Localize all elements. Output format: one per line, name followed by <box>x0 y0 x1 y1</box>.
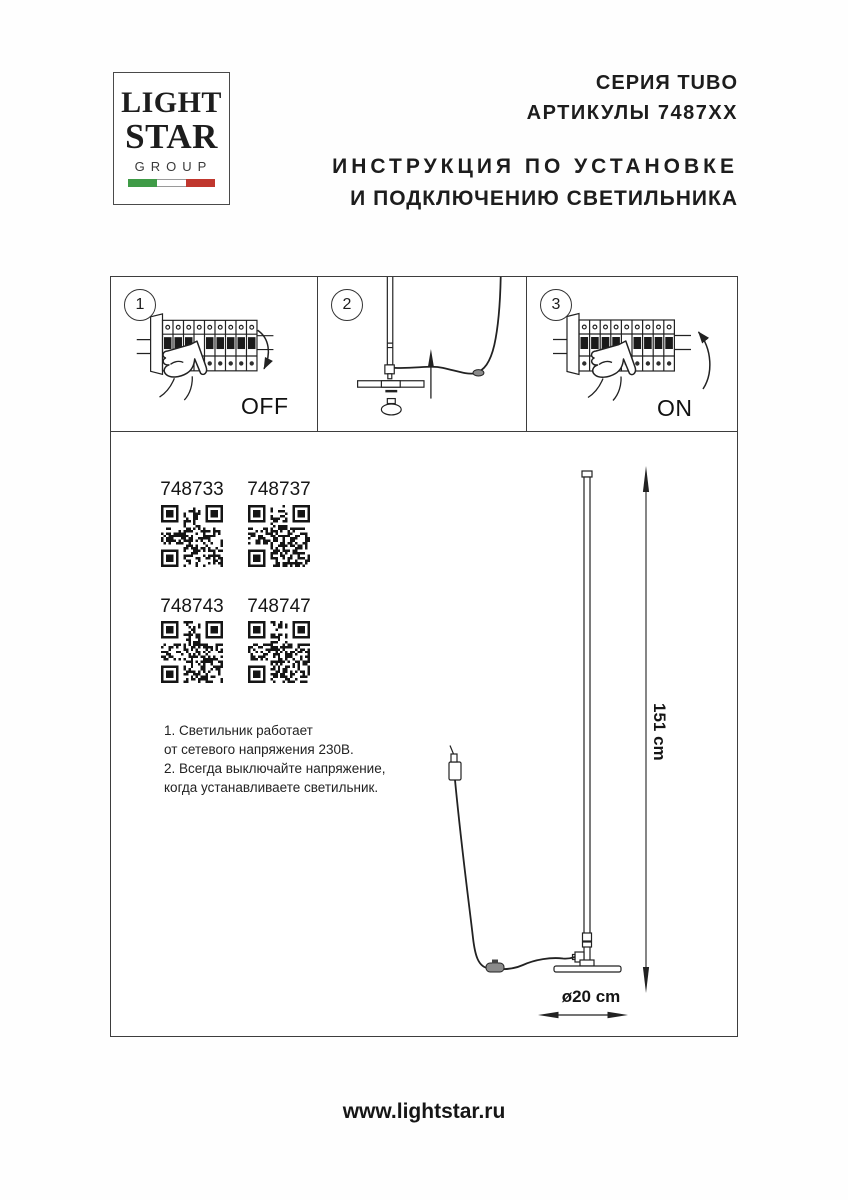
website-url: www.lightstar.ru <box>342 1100 506 1123</box>
main-area <box>111 433 737 1037</box>
note-line: от сетевого напряжения 230В. <box>164 741 354 757</box>
power-cord <box>455 780 575 969</box>
italian-flag-icon <box>128 179 216 187</box>
article-code: 748747 <box>247 595 311 617</box>
floor-lamp-drawing <box>111 433 739 1037</box>
step-3-cell <box>527 277 737 431</box>
step-3-number-badge: 3 <box>540 289 572 321</box>
series-title: СЕРИЯ TUBO <box>595 72 738 94</box>
diameter-dimension-arrow <box>538 1011 628 1018</box>
cord-connector <box>385 365 394 374</box>
nut-top <box>387 399 395 404</box>
logo-text-light: LIGHT <box>121 86 222 119</box>
lightstar-logo <box>113 72 230 205</box>
note-line: 1. Светильник работает <box>164 722 313 738</box>
title-block <box>332 71 738 212</box>
step-1-cell <box>111 277 318 431</box>
flag-red-stripe <box>186 179 215 187</box>
lamp-pole <box>584 477 590 966</box>
step-2-cell <box>318 277 527 431</box>
flag-white-stripe <box>157 179 186 187</box>
up-arrow-icon <box>428 349 434 399</box>
logo-text-star: STAR <box>125 117 218 156</box>
instruction-panel <box>110 276 738 1037</box>
steps-row <box>111 277 737 432</box>
nut-icon <box>381 404 401 415</box>
curved-arrow-up-icon <box>699 332 710 389</box>
step-1-off-label: OFF <box>241 393 289 419</box>
note-line: когда устанавливаете светильник. <box>164 779 379 795</box>
lamp-base <box>554 966 621 972</box>
lamp-cap <box>582 471 592 477</box>
height-dimension-label: 151 cm <box>650 702 669 761</box>
step-2-number-badge: 2 <box>331 289 363 321</box>
logo-text-group: GROUP <box>134 159 213 174</box>
inline-switch-icon <box>473 370 484 376</box>
article-code: 748733 <box>160 478 224 500</box>
step-1-number-badge: 1 <box>124 289 156 321</box>
note-line: 2. Всегда выключайте напряжение, <box>164 760 386 776</box>
step-3-on-label: ON <box>657 395 693 421</box>
flag-green-stripe <box>128 179 157 187</box>
article-code: 748737 <box>247 478 311 500</box>
article-code: 748743 <box>160 595 224 617</box>
articles-title: АРТИКУЛЫ 7487XX <box>526 102 738 124</box>
lamp-pole <box>387 277 392 365</box>
instruction-subtitle-line2: И ПОДКЛЮЧЕНИЮ СВЕТИЛЬНИКА <box>350 187 738 210</box>
power-plug-icon <box>449 762 461 780</box>
diameter-dimension-label: ø20 cm <box>561 986 621 1006</box>
inline-switch-icon <box>486 963 504 972</box>
power-cord <box>394 277 500 374</box>
instruction-subtitle-line1: ИНСТРУКЦИЯ ПО УСТАНОВКЕ <box>332 155 738 178</box>
